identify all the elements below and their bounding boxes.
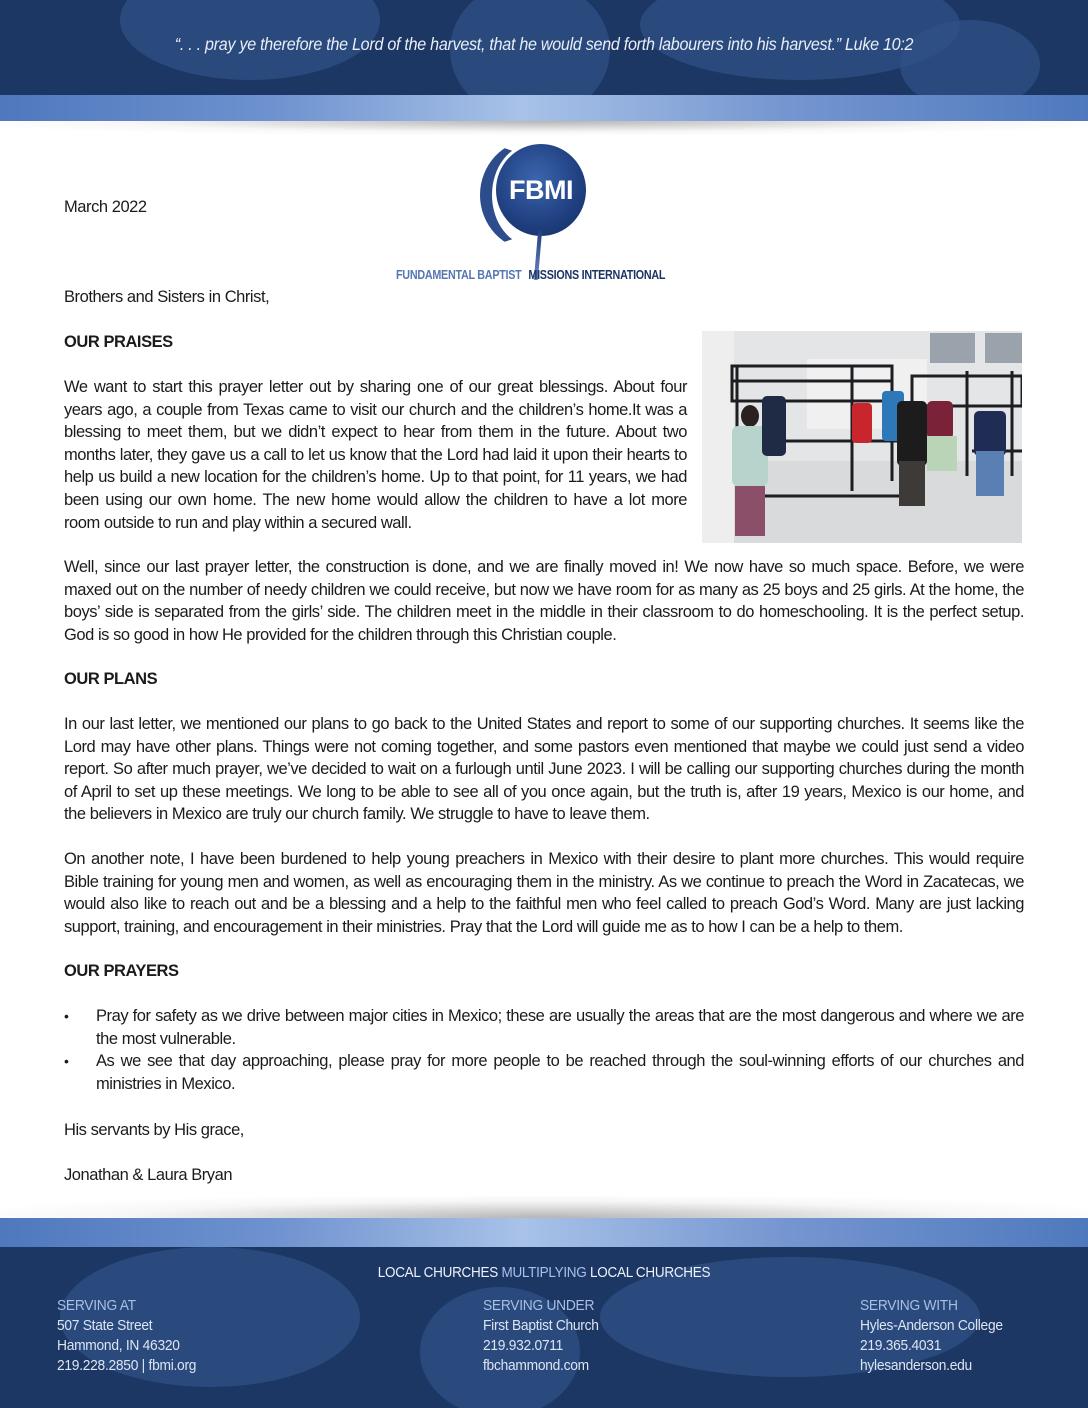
- world-map-shape: [900, 20, 1040, 95]
- footer-col-heading: SERVING WITH: [860, 1297, 958, 1314]
- letter-date: March 2022: [64, 198, 147, 216]
- footer-col-serving-at: [57, 1296, 196, 1376]
- closing: His servants by His grace,: [64, 1121, 244, 1139]
- heading-prayers: OUR PRAYERS: [64, 962, 179, 980]
- footer-shadow: [0, 1196, 1088, 1218]
- header-banner: [0, 0, 1088, 95]
- footer-link[interactable]: 219.228.2850 | fbmi.org: [57, 1357, 197, 1374]
- heading-praises: OUR PRAISES: [64, 333, 173, 351]
- greeting: Brothers and Sisters in Christ,: [64, 288, 270, 306]
- plans-paragraph-2: On another note, I have been burdened to help young preachers in Mexico with their desire to plant more churches. This would require Bible training for young men and women, as well as encouraging them in the ministry. As we continue to preach the Word in Zacatecas, we would also like to reach out and be a blessing and a help to the faithful men who feel called to preach God’s Word. Many are just lacking support, training, and encouragement in their ministries. Pray that the Lord will guide me as to how I can be a help to them.: [64, 850, 1024, 936]
- children-home-photo: [702, 331, 1022, 543]
- logo-caption-part2: MISSIONS INTERNATIONAL: [528, 268, 666, 282]
- plans-paragraph-1: In our last letter, we mentioned our plans to go back to the United States and report to some of our supporting churches. It seems like the Lord may have other plans. Things were not coming together, and some pastors even mentioned that maybe we could just send a video report. So after much prayer, we’ve decided to wait on a furlough until June 2023. I will be calling our supporting churches during the month of April to set up these meetings. We long to be able to see all of you once again, but the truth is, after 19 years, Mexico is our home, and the believers in Mexico are truly our church family. We struggle to have to leave them.: [64, 715, 1024, 824]
- footer-col-heading: SERVING AT: [57, 1297, 136, 1314]
- footer-line: First Baptist Church: [483, 1317, 599, 1334]
- photo-illustration: [702, 331, 1022, 543]
- header-shadow: [0, 121, 1088, 135]
- footer-col-heading: SERVING UNDER: [483, 1297, 595, 1314]
- signature: Jonathan & Laura Bryan: [64, 1166, 233, 1184]
- footer-line: 507 State Street: [57, 1317, 153, 1334]
- footer-line: 219.932.0711: [483, 1337, 564, 1354]
- prayer-item: [64, 1050, 1024, 1095]
- footer-stripe: [0, 1218, 1088, 1247]
- bullet-icon: •: [64, 1008, 69, 1024]
- praises-paragraph-2: Well, since our last prayer letter, the construction is done, and we are finally moved in! We now have so much space. Before, we were maxed out on the number of needy children we could receive, but now we have room for as many as 25 boys and 25 girls. At the home, the boys’ side is separated from the girls’ side. The children meet in the middle in their classroom to do homeschooling. It is the perfect setup. God is so good in how He provided for the children through this Christian couple.: [64, 558, 1024, 644]
- prayer-list: [64, 1005, 1024, 1095]
- logo-mark: FBMI: [509, 174, 573, 205]
- bullet-icon: •: [64, 1053, 69, 1070]
- footer-line: Hammond, IN 46320: [57, 1337, 180, 1354]
- footer-line: 219.365.4031: [860, 1337, 942, 1354]
- prayer-item: [64, 1005, 1024, 1050]
- footer-col-serving-under: [483, 1296, 599, 1376]
- logo-caption: [396, 268, 666, 282]
- footer-link[interactable]: hylesanderson.edu: [860, 1357, 972, 1374]
- heading-plans: OUR PLANS: [64, 670, 158, 688]
- footer-line: Hyles-Anderson College: [860, 1317, 1003, 1334]
- footer-tagline: [54, 1264, 1033, 1281]
- tagline-part3: LOCAL CHURCHES: [590, 1264, 711, 1281]
- footer-link[interactable]: fbchammond.com: [483, 1357, 589, 1374]
- prayer-item-text: Pray for safety as we drive between major cities in Mexico; these are usually the areas that are the most dangerous and where we are the most vulnerable.: [96, 1007, 1024, 1048]
- fbmi-logo: [396, 138, 692, 286]
- logo-caption-part1: FUNDAMENTAL BAPTIST: [396, 268, 522, 282]
- scripture-quote: “. . . pray ye therefore the Lord of the harvest, that he would send forth labourers into his harvest.” Luke 10:2: [174, 34, 914, 54]
- prayer-item-text: As we see that day approaching, please pray for more people to be reached through the soul-winning efforts of our churches and ministries in Mexico.: [96, 1052, 1024, 1093]
- header-stripe: [0, 95, 1088, 121]
- tagline-part1: LOCAL CHURCHES: [377, 1264, 498, 1281]
- footer-col-serving-with: [860, 1296, 1003, 1376]
- tagline-part2: MULTIPLYING: [501, 1264, 587, 1281]
- praises-paragraph-1: We want to start this prayer letter out by sharing one of our great blessings. About four years ago, a couple from Texas came to visit our church and the children’s home.It was a blessing to meet them, but we didn’t expect to hear from them in the future. About two months later, they gave us a call to let us know that the Lord had laid it upon their hearts to help us build a new location for the children’s home. Up to that point, for 11 years, we had been using our own home. The new home would allow the children to have a lot more room outside to run and play within a secured wall.: [64, 378, 687, 532]
